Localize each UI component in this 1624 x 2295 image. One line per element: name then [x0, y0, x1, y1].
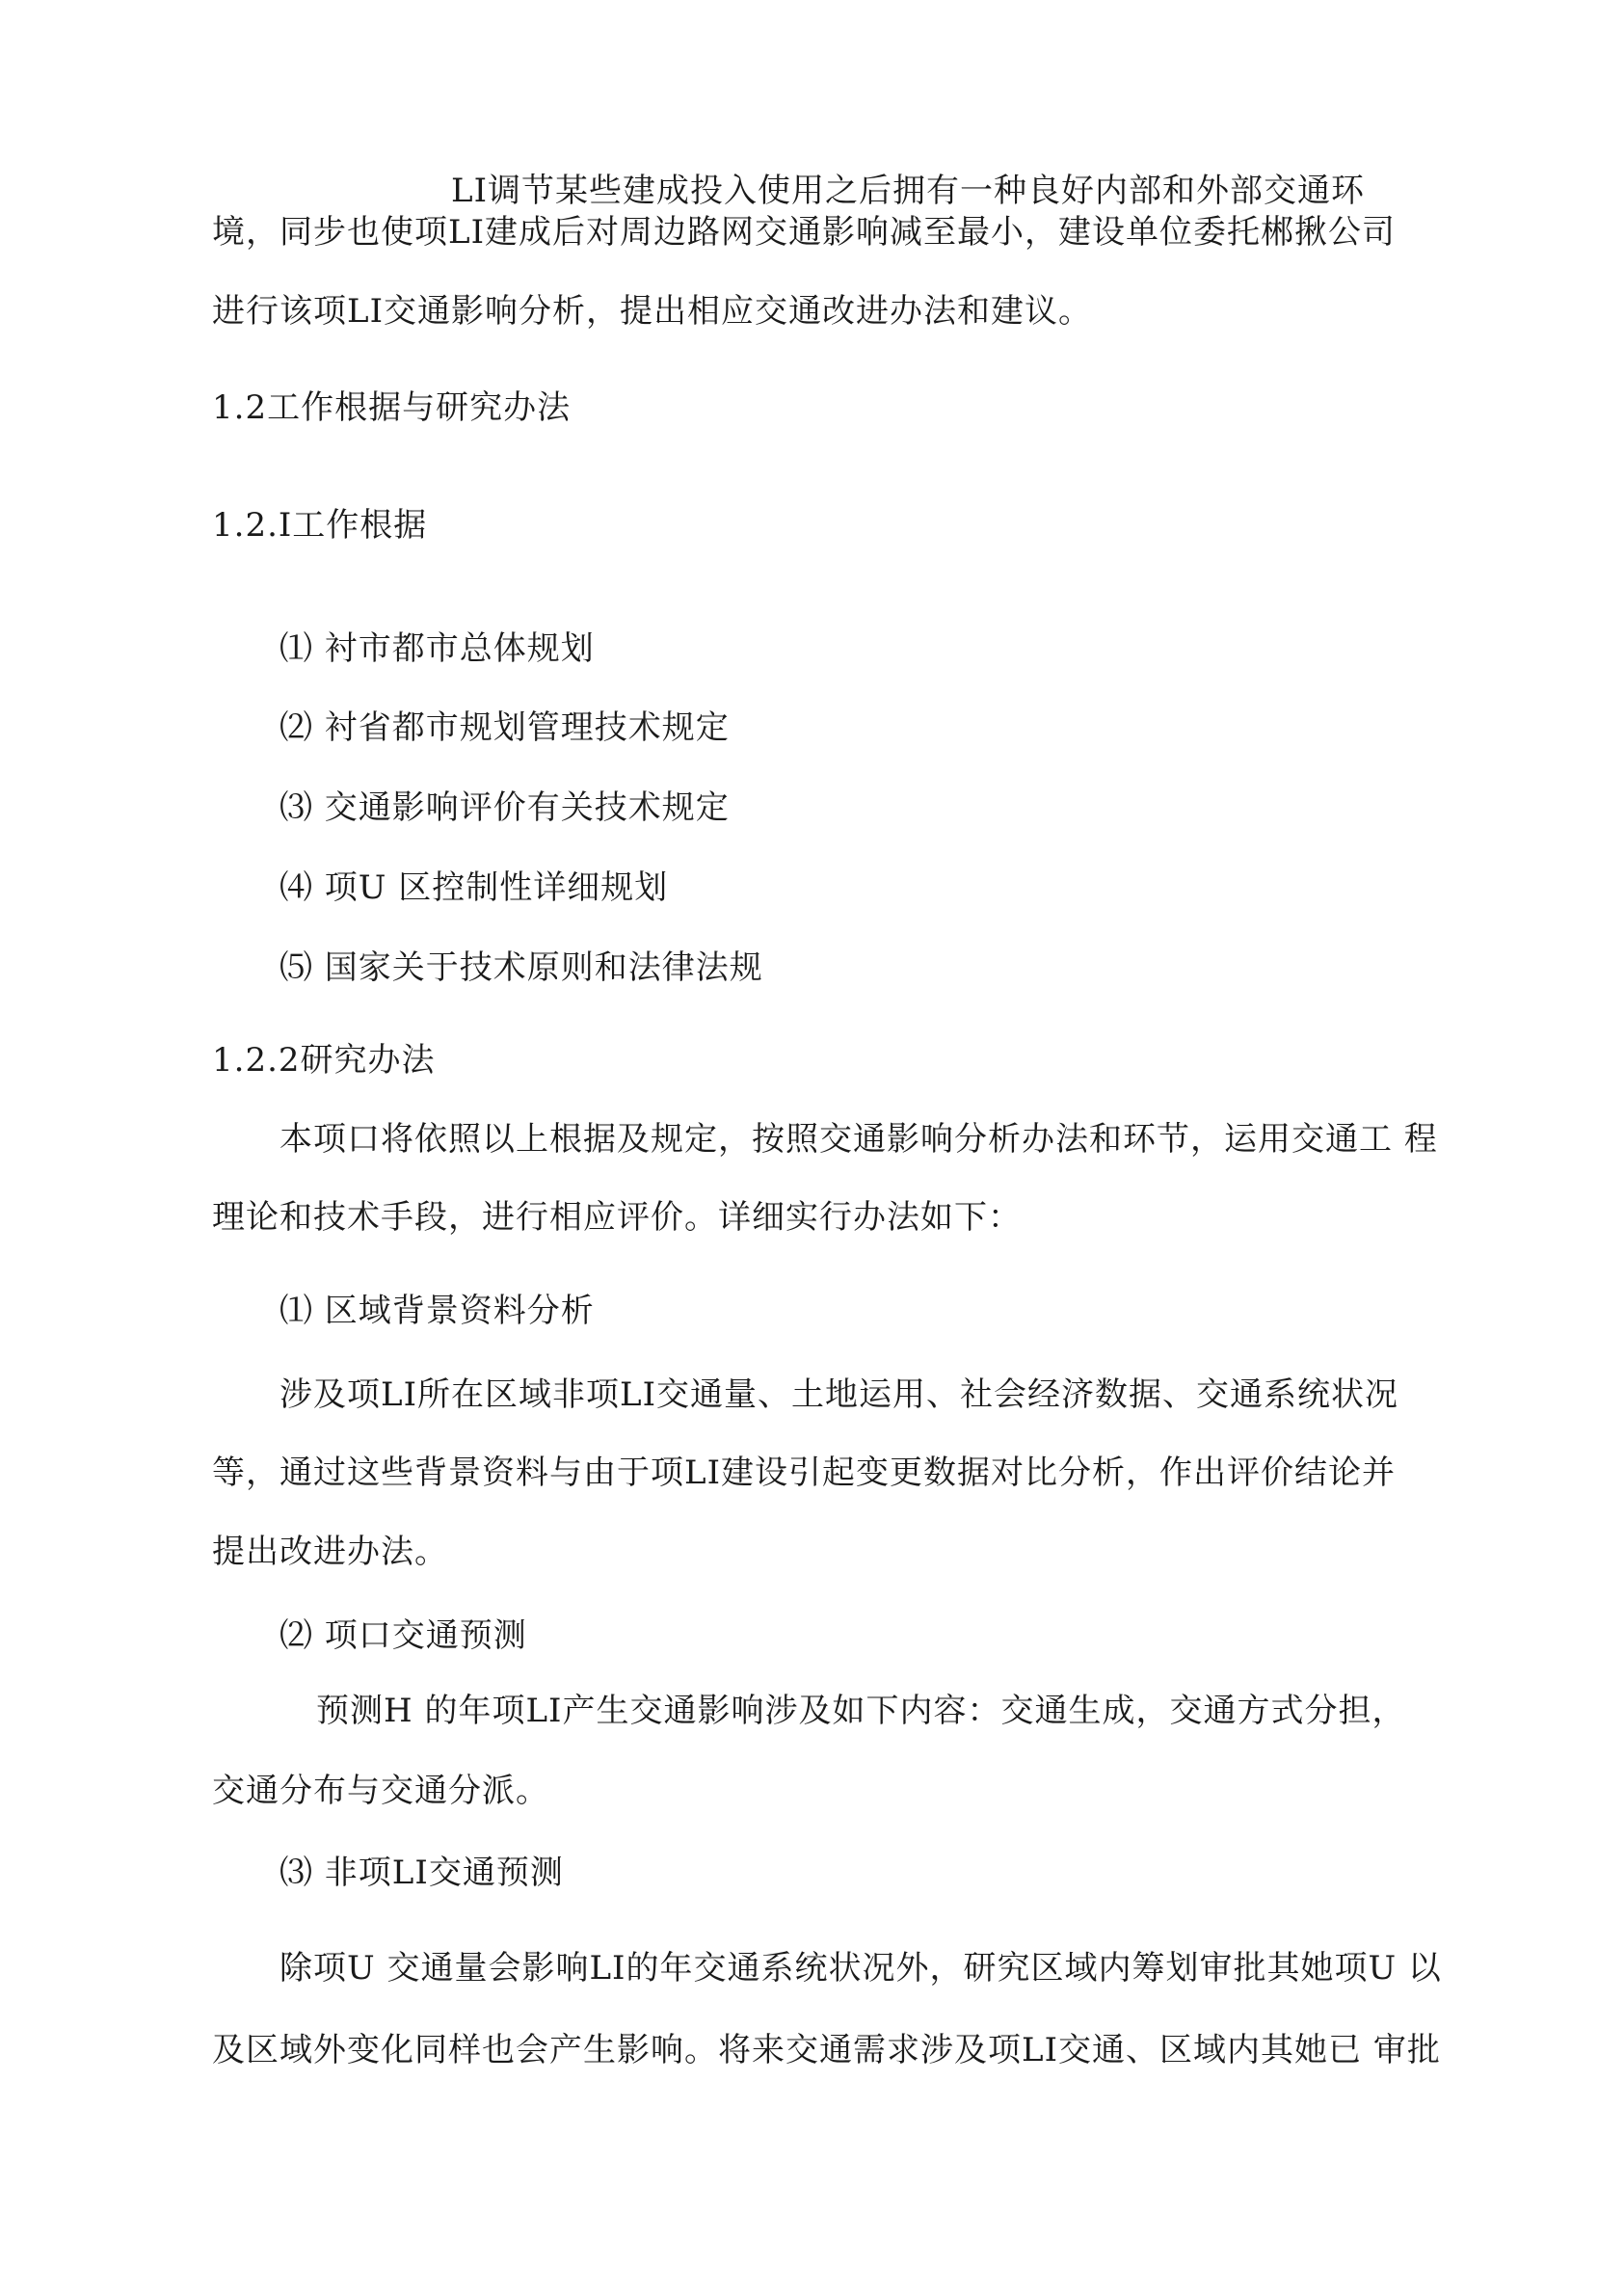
basis-item-3: ⑶ 交通影响评价有关技术规定	[280, 788, 730, 827]
basis-item-1: ⑴ 衬市都市总体规划	[280, 629, 595, 668]
method-intro-line-2: 理论和技术手段，进行相应评价。详细实行办法如下：	[212, 1198, 1022, 1237]
method-intro-line-1: 本项口将依照以上根据及规定，按照交通影响分析办法和环节，运用交通工 程	[280, 1120, 1438, 1159]
step-3-title: ⑶ 非项LI交通预测	[280, 1854, 564, 1892]
intro-line-1: LI调节某些建成投入使用之后拥有一种良好内部和外部交通环	[451, 172, 1366, 210]
section-heading-1-2-2: 1.2.2研究办法	[212, 1041, 436, 1080]
intro-line-2: 境，同步也使项LI建成后对周边路网交通影响减至最小，建设单位委托郴揪公司	[212, 213, 1397, 252]
step-2-line-2: 交通分布与交通分派。	[212, 1772, 549, 1810]
section-heading-1-2: 1.2工作根据与研究办法	[212, 388, 572, 427]
section-heading-1-2-1: 1.2.I工作根据	[212, 506, 428, 545]
basis-item-2: ⑵ 衬省都市规划管理技术规定	[280, 708, 730, 747]
intro-line-3: 进行该项LI交通影响分析，提出相应交通改进办法和建议。	[212, 292, 1093, 331]
step-1-line-1: 涉及项LI所在区域非项LI交通量、土地运用、社会经济数据、交通系统状况	[280, 1375, 1399, 1414]
step-1-line-2: 等，通过这些背景资料与由于项LI建设引起变更数据对比分析，作出评价结论并	[212, 1454, 1397, 1492]
step-2-title: ⑵ 项口交通预测	[280, 1616, 527, 1655]
basis-item-4: ⑷ 项U 区控制性详细规划	[280, 868, 669, 907]
step-3-line-1: 除项U 交通量会影响LI的年交通系统状况外，研究区域内筹划审批其她项U 以	[280, 1949, 1442, 1988]
step-1-line-3: 提出改进办法。	[212, 1533, 448, 1571]
step-2-line-1: 预测H 的年项LI产生交通影响涉及如下内容：交通生成，交通方式分担，	[316, 1692, 1406, 1730]
step-3-line-2: 及区域外变化同样也会产生影响。将来交通需求涉及项LI交通、区域内其她已 审批	[212, 2031, 1441, 2069]
basis-item-5: ⑸ 国家关于技术原则和法律法规	[280, 948, 763, 987]
step-1-title: ⑴ 区域背景资料分析	[280, 1292, 595, 1330]
